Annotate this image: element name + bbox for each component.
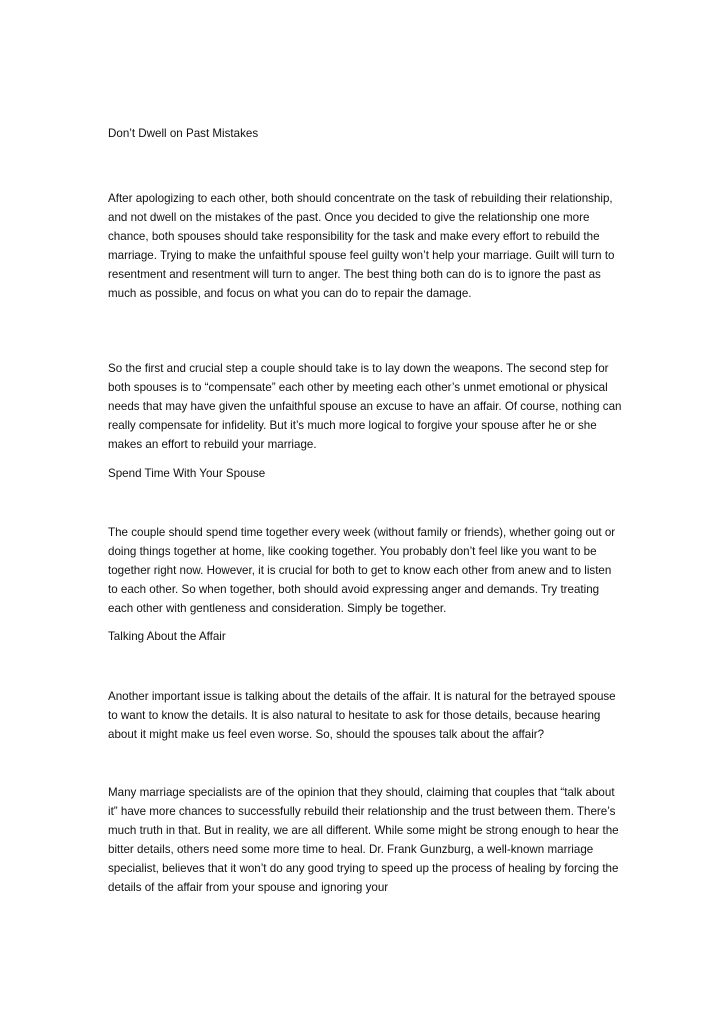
paragraph-weapons: So the first and crucial step a couple should take is to lay down the weapons. The second step for both spouses is to “compensate” each other by meeting each other’s unmet emotional or physical needs that may have given the unfaithful spouse an excuse to have an affair. Of course, nothing can really compensate for infidelity. But it’s much more logical to forgive your spouse after he or she makes an effort to rebuild your marriage.: [108, 362, 622, 451]
section-heading-past-mistakes: Don’t Dwell on Past Mistakes: [108, 127, 259, 140]
section-heading-talking-affair: Talking About the Affair: [108, 630, 226, 643]
paragraph-rebuilding: After apologizing to each other, both should concentrate on the task of rebuilding their relationship, and not dwell on the mistakes of the past. Once you decided to give the relationship one more chance, both spouses should take responsibility for the task and make every effort to rebuild the marriage. Trying to make the unfaithful spouse feel guilty won’t help your marriage. Guilt will turn to resentment and resentment will turn to anger. The best thing both can do is to ignore the past as much as possible, and focus on what you can do to repair the damage.: [108, 192, 615, 300]
section-heading-spend-time: Spend Time With Your Spouse: [108, 467, 266, 480]
paragraph-details: Another important issue is talking about the details of the affair. It is natural for the betrayed spouse to want to know the details. It is also natural to hesitate to ask for those details, because hearing about it might make us feel even worse. So, should the spouses talk about the affair?: [108, 690, 616, 741]
paragraph-specialists: Many marriage specialists are of the opinion that they should, claiming that couples that “talk about it” have more chances to successfully rebuild their relationship and the trust between them. There’s much truth in that. But in reality, we are all different. While some might be strong enough to hear the bitter details, others need some more time to heal. Dr. Frank Gunzburg, a well-known marriage specialist, believes that it won’t do any good trying to speed up the process of healing by forcing the details of the affair from your spouse and ignoring your: [108, 786, 619, 894]
paragraph-spend-time: The couple should spend time together every week (without family or friends), whether going out or doing things together at home, like cooking together. You probably don’t feel like you want to be together right now. However, it is crucial for both to get to know each other from anew and to listen to each other. So when together, both should avoid expressing anger and demands. Try treating each other with gentleness and consideration. Simply be together.: [108, 526, 616, 615]
